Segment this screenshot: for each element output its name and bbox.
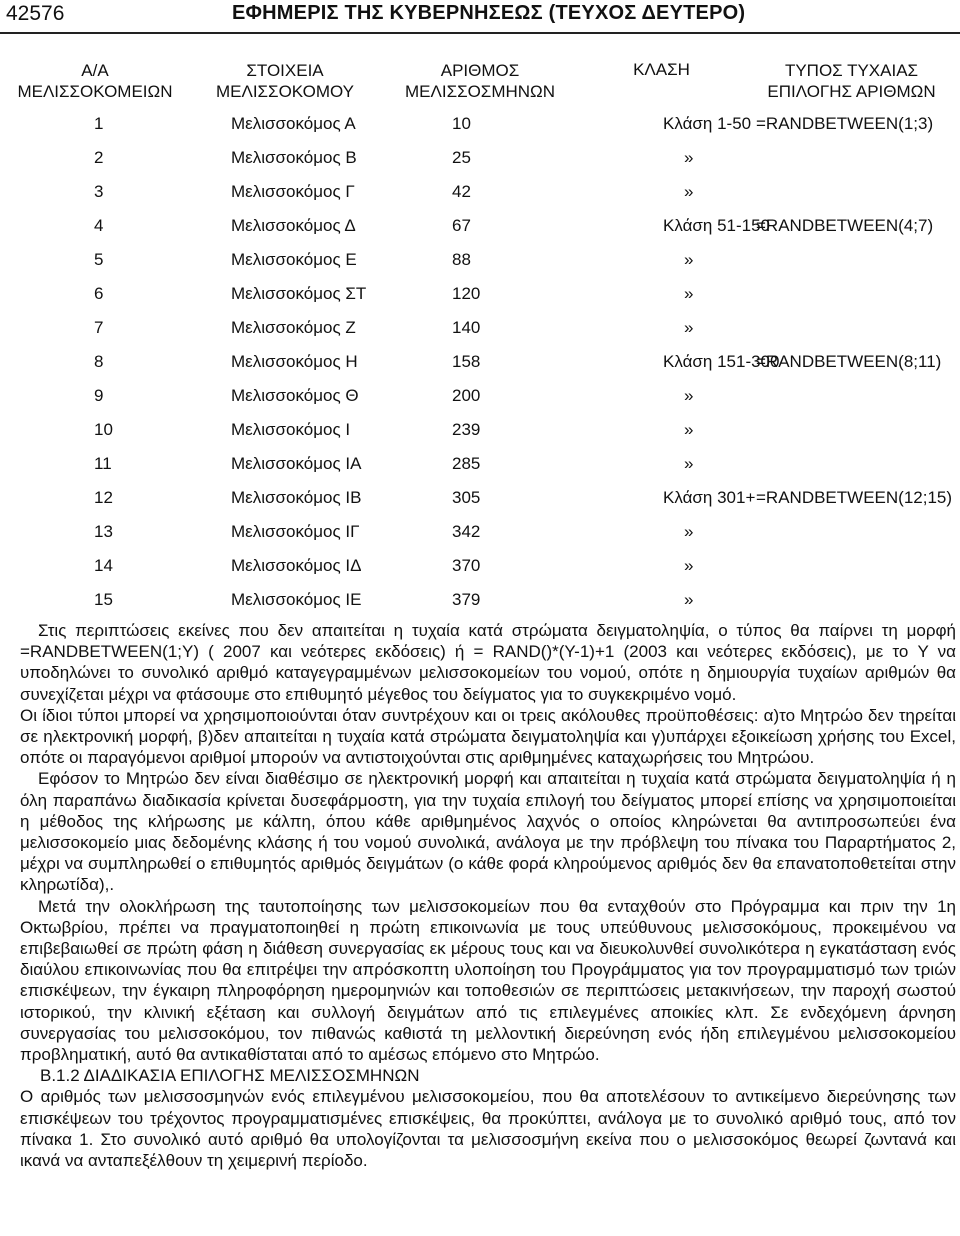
table-cell: » (684, 590, 694, 609)
table-cell: Μελισσοκόμος ΙΑ (231, 454, 362, 473)
table-cell: 342 (452, 522, 481, 541)
table-cell: 9 (94, 386, 104, 405)
table-cell: 8 (94, 352, 104, 371)
table-cell: Μελισσοκόμος ΙΓ (231, 522, 360, 541)
table-cell: » (684, 454, 694, 473)
table-cell (743, 379, 960, 413)
table-cell (743, 277, 960, 311)
table-cell: Μελισσοκόμος Δ (231, 216, 356, 235)
table-row (0, 549, 960, 583)
table-cell: » (684, 556, 694, 575)
table-cell: » (684, 250, 694, 269)
table-cell (743, 447, 960, 481)
table-cell: 140 (452, 318, 481, 337)
table-cell: Μελισσοκόμος Γ (231, 182, 355, 201)
table-cell: Μελισσοκόμος Η (231, 352, 358, 371)
table-cell: 10 (452, 114, 471, 133)
table-cell: 42 (452, 182, 471, 201)
table-cell (743, 549, 960, 583)
table-cell: 11 (94, 454, 112, 473)
table-row (0, 243, 960, 277)
table-cell: Μελισσοκόμος ΙΔ (231, 556, 362, 575)
table-header-row (0, 55, 960, 107)
table-cell: 6 (94, 284, 104, 303)
table-row (0, 175, 960, 209)
column-header: ΑΡΙΘΜΟΣ ΜΕΛΙΣΣΟΣΜΗΝΩΝ (404, 61, 556, 101)
table-cell: » (684, 148, 694, 167)
column-header: ΚΛΑΣΗ (633, 60, 690, 79)
table-cell: » (684, 386, 694, 405)
table-cell: » (684, 522, 694, 541)
paragraph: Στις περιπτώσεις εκείνες που δεν απαιτείται η τυχαία κατά στρώματα δειγματοληψία, ο τύπος θα παίρνει τη μορφή =RANDBETWEEN(1;Y) ( 2007 και νεότερες εκδόσεις) ή = RAND()*(Y-1)+1 (2003 και νεότερες εκδόσεις), με το Y να υποδηλώνει το συνολικό αριθμό καταγεγραμμένων μελισσοκομείων του νομού, οπότε η δημιουργία τυχαίων αριθμών θα συνεχίζεται μέχρι να φτάσουμε στο επιθυμητό μέγεθος του δείγματος για το συγκεκριμένο νομό. (20, 621, 956, 704)
table-cell: 13 (94, 522, 113, 541)
table-row (0, 345, 960, 379)
table-cell: Κλάση 301+ (663, 488, 756, 507)
table-cell: =RANDBETWEEN(12;15) (756, 488, 953, 507)
page-number: 42576 (6, 2, 65, 25)
table-row (0, 447, 960, 481)
table-cell: 3 (94, 182, 104, 201)
table-cell: » (684, 420, 694, 439)
table-cell (743, 583, 960, 617)
table-cell: 200 (452, 386, 481, 405)
table-cell: 120 (452, 284, 481, 303)
table-cell (743, 515, 960, 549)
table-cell (743, 243, 960, 277)
table-row (0, 107, 960, 141)
table-cell: 5 (94, 250, 104, 269)
table-cell: 305 (452, 488, 481, 507)
paragraph: Εφόσον το Μητρώο δεν είναι διαθέσιμο σε ηλεκτρονική μορφή και απαιτείται η τυχαία κατά στρώματα δειγματοληψία ή η όλη παραπάνω διαδικασία κρίνεται δυσεφάρμοστη, για την τυχαία επιλογή του δείγματος μπορεί επίσης να χρησιμοποιείται η μέθοδος της κλήρωσης με κάλπη, όπου κάθε αριθμημένος λαχνός ο οποίος κληρώνεται θα αντιπροσωπεύει ένα μελισσοκομείο μιας δεδομένης κλάσης ή του νομού συνολικά, ανάλογα με την πρόβλεψη του πίνακα του Παραρτήματος 2, μέχρι να συμπληρωθεί ο επιθυμητός αριθμός δειγμάτων (ο κάθε φορά κληρούμενος αριθμός δεν θα επανατοποθετείται στην κληρωτίδα),. (20, 769, 956, 895)
table-row (0, 141, 960, 175)
table-cell: =RANDBETWEEN(8;11) (756, 352, 942, 371)
table-cell: 285 (452, 454, 481, 473)
table-cell: Μελισσοκόμος Ι (231, 420, 351, 439)
table-cell: 7 (94, 318, 104, 337)
table-cell: 14 (94, 556, 113, 575)
table-cell: » (684, 284, 694, 303)
table-cell: 1 (94, 114, 104, 133)
running-title: ΕΦΗΜΕΡΙΣ ΤΗΣ ΚΥΒΕΡΝΗΣΕΩΣ (ΤΕΥΧΟΣ ΔΕΥΤΕΡΟ) (232, 2, 746, 24)
table-cell (743, 175, 960, 209)
table-cell: 15 (94, 590, 113, 609)
paragraph: Οι ίδιοι τύποι μπορεί να χρησιμοποιούνται όταν συντρέχουν και οι τρεις ακόλουθες προϋποθέσεις: α)το Μητρώο δεν τηρείται σε ηλεκτρονική μορφή, β)δεν απαιτείται η τυχαία κατά στρώματα δειγματοληψία και γ)υπάρχει εξοικείωση χρήσης του Excel, οπότε οι παραγόμενοι αριθμοί μπορούν να αντιστοιχούνται στις αριθμημένες καταχωρήσεις του Μητρώου. (20, 705, 956, 768)
table-cell: Μελισσοκόμος ΣΤ (231, 284, 367, 303)
table-cell (743, 141, 960, 175)
section-heading: Β.1.2 ΔΙΑΔΙΚΑΣΙΑ ΕΠΙΛΟΓΗΣ ΜΕΛΙΣΣΟΣΜΗΝΩΝ (40, 1066, 420, 1086)
table-cell: Μελισσοκόμος Α (231, 114, 356, 133)
page-header (0, 0, 960, 34)
table-cell: Μελισσοκόμος Β (231, 148, 357, 167)
table-cell (743, 311, 960, 345)
table-cell: Κλάση 51-150 (663, 216, 771, 235)
table-cell: Μελισσοκόμος Ε (231, 250, 357, 269)
column-header: ΣΤΟΙΧΕΙΑ ΜΕΛΙΣΣΟΚΟΜΟΥ (215, 61, 355, 101)
body-text (20, 620, 956, 1171)
table-cell (743, 413, 960, 447)
table-cell: 2 (94, 148, 104, 167)
paragraph: Μετά την ολοκλήρωση της ταυτοποίησης των μελισσοκομείων που θα ενταχθούν στο Πρόγραμμα και πριν την 1η Οκτωβρίου, πρέπει να πραγματοποιηθεί η πρώτη επικοινωνία με τους υπεύθυνους μελισσοκόμους, προκειμένου να επιβεβαιωθεί σε πρώτη φάση η διάθεση συνεργασίας εκ μέρους τους και να διευκολυνθεί συνολικότερα η εγκατάσταση ενός διαύλου επικοινωνίας που θα επιτρέψει την απρόσκοπτη υλοποίηση του Προγράμματος για τον προγραμματισμό των τριών επισκέψεων, την έγκαιρη πληροφόρηση ημερομηνιών και τοποθεσιών σε περιπτώσεις μετακινήσεων, την παροχή σωστού ιστορικού, την κλινική εξέταση και συλλογή δειγμάτων από τις επιλεγμένες αποικίες κλπ. Σε ενδεχόμενη άρνηση συνεργασίας του μελισσοκόμου, τον πιθανώς καθιστά τη μελλοντική διερεύνηση ενός ήδη επιλεγμένου μελισσοκομείου προβληματική, αυτό θα αντικαθίσταται από το αμέσως επόμενο στο Μητρώο. (20, 896, 956, 1065)
column-header: ΤΥΠΟΣ ΤΥΧΑΙΑΣ ΕΠΙΛΟΓΗΣ ΑΡΙΘΜΩΝ (767, 61, 936, 101)
table-cell: =RANDBETWEEN(4;7) (756, 216, 934, 235)
table-cell: » (684, 318, 694, 337)
table-cell: =RANDBETWEEN(1;3) (756, 114, 934, 133)
table-cell: Μελισσοκόμος ΙΕ (231, 590, 362, 609)
table-cell: 239 (452, 420, 481, 439)
paragraph: Ο αριθμός των μελισσοσμηνών ενός επιλεγμένου μελισσοκομείου, που θα αποτελέσουν το αντικείμενο διερεύνησης των επισκέψεων του τρέχοντος προγραμματισμένες επισκέψεις, θα προκύπτει, ανάλογα με το συνολικό αριθμό τους, από τον πίνακα 1. Στο συνολικό αυτό αριθμό θα υπολογίζονται τα μελισσοσμήνη εκείνα που ο μελισσοκόμος θεωρεί ζωντανά και ικανά να ανταπεξέλθουν τη χειμερινή περίοδο. (20, 1087, 956, 1171)
table-cell: 10 (94, 420, 113, 439)
table-cell: 379 (452, 590, 481, 609)
table-cell: 88 (452, 250, 471, 269)
table-row (0, 311, 960, 345)
table-cell: Μελισσοκόμος Ζ (231, 318, 356, 337)
table-cell: Μελισσοκόμος Θ (231, 386, 359, 405)
table-cell: 370 (452, 556, 481, 575)
table-cell: 158 (452, 352, 481, 371)
table-row (0, 209, 960, 243)
table-row (0, 413, 960, 447)
table-cell: 25 (452, 148, 471, 167)
table-row (0, 379, 960, 413)
table-row (0, 515, 960, 549)
table-cell: 12 (94, 488, 113, 507)
table-cell: » (684, 182, 694, 201)
table-cell: 67 (452, 216, 471, 235)
table-cell: Κλάση 1-50 (663, 114, 752, 133)
table-cell: 4 (94, 216, 104, 235)
apiary-sampling-table (0, 55, 960, 617)
table-row (0, 583, 960, 617)
column-header: Α/Α ΜΕΛΙΣΣΟΚΟΜΕΙΩΝ (17, 61, 173, 101)
table-cell: Κλάση 151-300 (663, 352, 780, 371)
table-row (0, 481, 960, 515)
table-cell: Μελισσοκόμος ΙΒ (231, 488, 362, 507)
table-row (0, 277, 960, 311)
